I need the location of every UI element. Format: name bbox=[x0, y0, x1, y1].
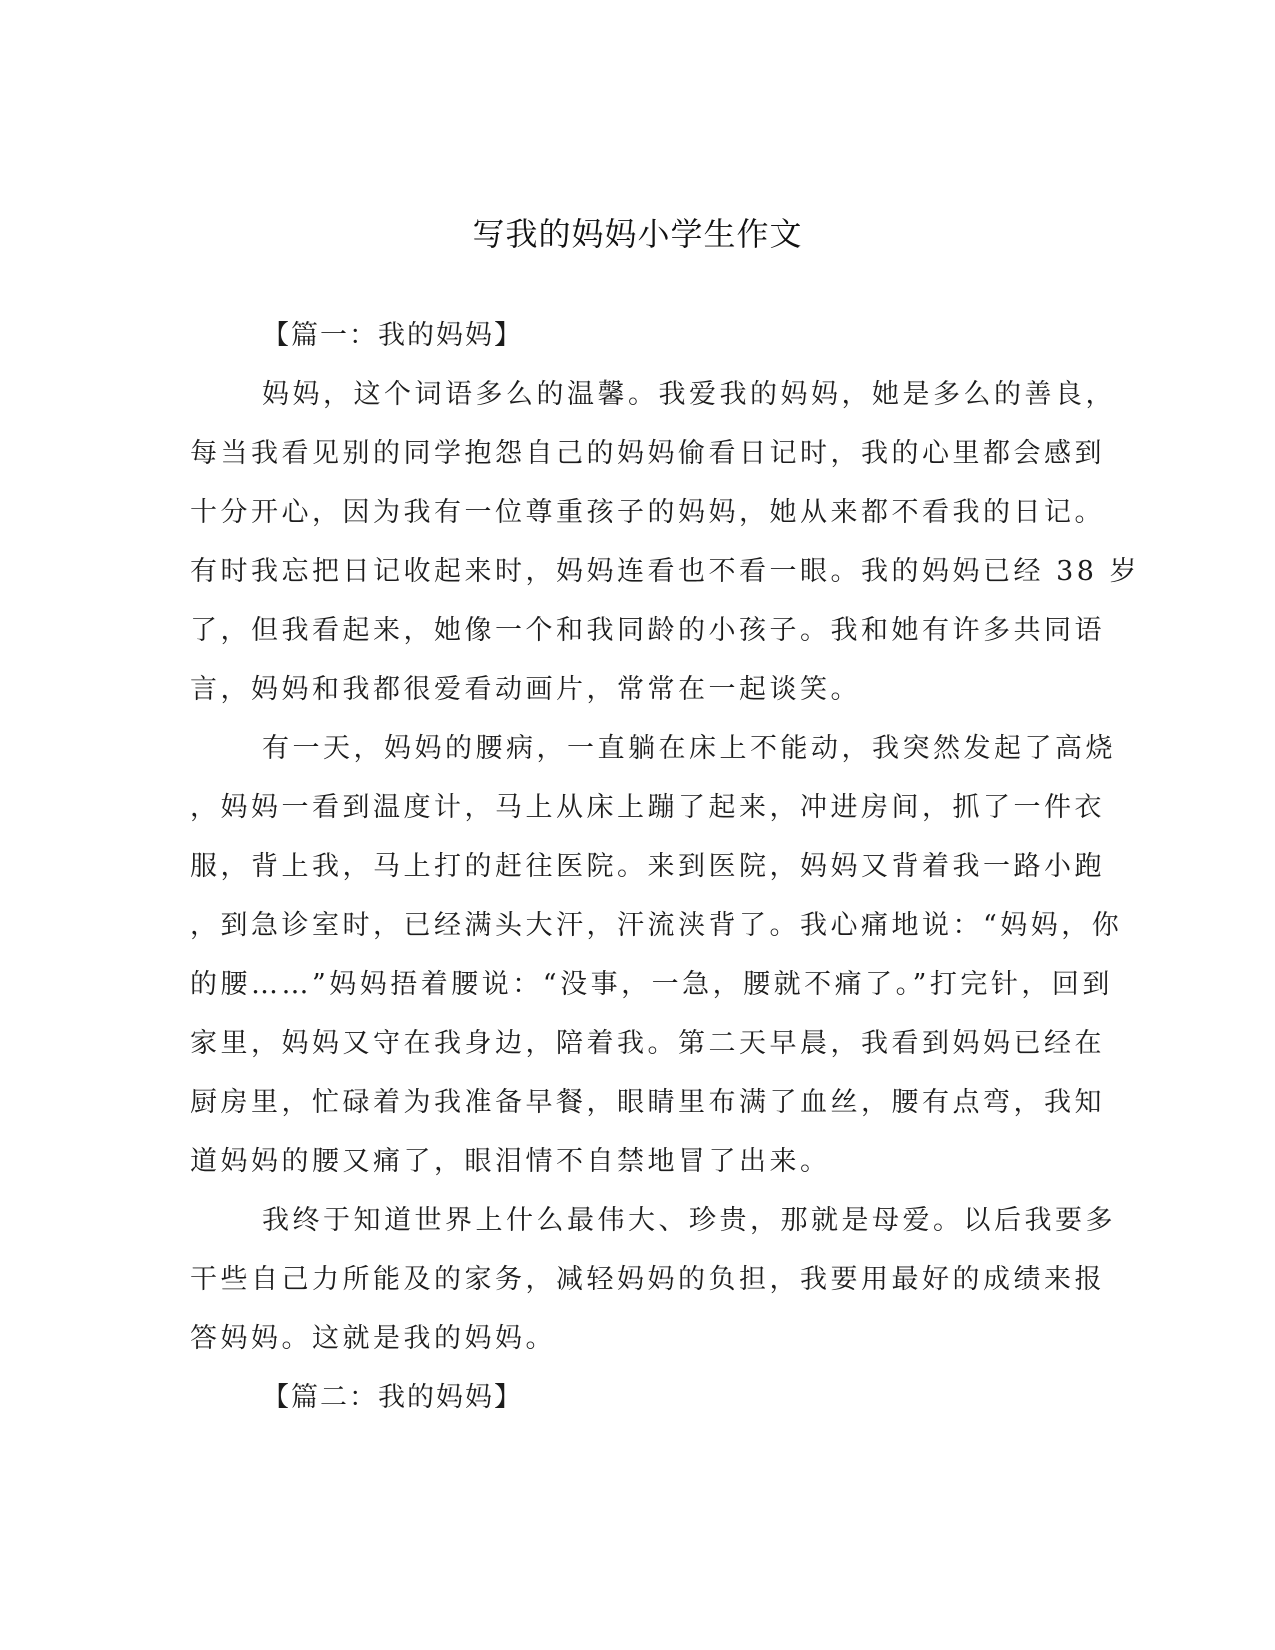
paragraph-line: ，到急诊室时，已经满头大汗，汗流浃背了。我心痛地说：“妈妈，你 bbox=[190, 910, 1123, 941]
paragraph-line: 有一天，妈妈的腰病，一直躺在床上不能动，我突然发起了高烧 bbox=[262, 733, 1116, 764]
paragraph-line: 有时我忘把日记收起来时，妈妈连看也不看一眼。我的妈妈已经 38 岁 bbox=[190, 556, 1141, 587]
paragraph-line: 干些自己力所能及的家务，减轻妈妈的负担，我要用最好的成绩来报 bbox=[190, 1264, 1105, 1295]
paragraph-line: 每当我看见别的同学抱怨自己的妈妈偷看日记时，我的心里都会感到 bbox=[190, 438, 1105, 469]
section-heading-1: 【篇一：我的妈妈】 bbox=[262, 320, 523, 351]
paragraph-line: 的腰……”妈妈捂着腰说：“没事，一急，腰就不痛了。”打完针，回到 bbox=[190, 969, 1113, 1000]
paragraph-line: 我终于知道世界上什么最伟大、珍贵，那就是母爱。以后我要多 bbox=[262, 1205, 1116, 1236]
paragraph-line: 答妈妈。这就是我的妈妈。 bbox=[190, 1323, 556, 1354]
paragraph-line: 言，妈妈和我都很爱看动画片，常常在一起谈笑。 bbox=[190, 674, 861, 705]
paragraph-line: 道妈妈的腰又痛了，眼泪情不自禁地冒了出来。 bbox=[190, 1146, 831, 1177]
section-heading-2: 【篇二：我的妈妈】 bbox=[262, 1382, 523, 1413]
paragraph-line: 服，背上我，马上打的赶往医院。来到医院，妈妈又背着我一路小跑 bbox=[190, 851, 1105, 882]
paragraph-line: 厨房里，忙碌着为我准备早餐，眼睛里布满了血丝，腰有点弯，我知 bbox=[190, 1087, 1105, 1118]
paragraph-line: ，妈妈一看到温度计，马上从床上蹦了起来，冲进房间，抓了一件衣 bbox=[190, 792, 1105, 823]
paragraph-line: 妈妈，这个词语多么的温馨。我爱我的妈妈，她是多么的善良， bbox=[262, 379, 1116, 410]
document-title: 写我的妈妈小学生作文 bbox=[472, 215, 803, 253]
paragraph-line: 十分开心，因为我有一位尊重孩子的妈妈，她从来都不看我的日记。 bbox=[190, 497, 1105, 528]
paragraph-line: 家里，妈妈又守在我身边，陪着我。第二天早晨，我看到妈妈已经在 bbox=[190, 1028, 1105, 1059]
paragraph-line: 了，但我看起来，她像一个和我同龄的小孩子。我和她有许多共同语 bbox=[190, 615, 1105, 646]
